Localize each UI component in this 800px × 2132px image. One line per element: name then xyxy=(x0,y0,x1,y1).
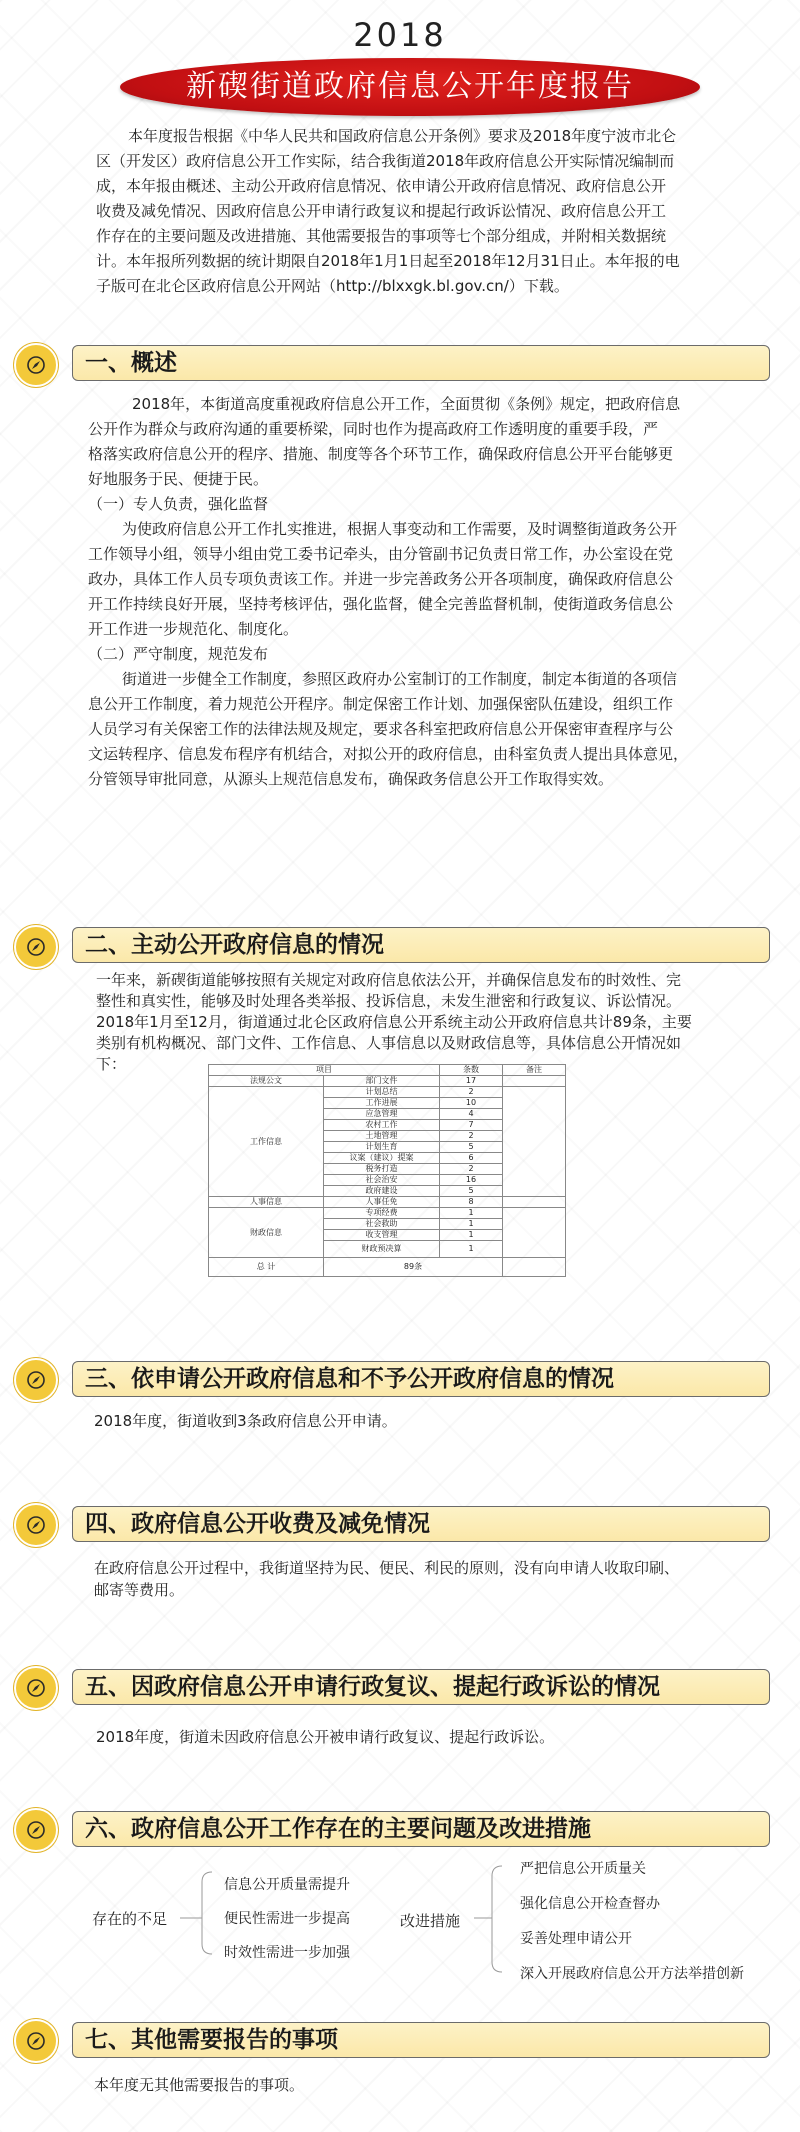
measure-item: 强化信息公开检查督办 xyxy=(520,1896,660,1912)
section-6-title: 六、政府信息公开工作存在的主要问题及改进措施 xyxy=(85,1816,591,1842)
section-2-header xyxy=(72,927,770,963)
section-5-title: 五、因政府信息公开申请行政复议、提起行政诉讼的情况 xyxy=(85,1674,660,1700)
table-row: 收支管理 1 xyxy=(209,1230,566,1241)
compass-icon xyxy=(26,2031,46,2051)
section-7-body: 本年度无其他需要报告的事项。 xyxy=(94,2076,305,2094)
section-6-badge xyxy=(14,1808,58,1852)
section-4-badge xyxy=(14,1503,58,1547)
report-title: 新碶街道政府信息公开年度报告 xyxy=(186,69,634,104)
table-header: 项目 xyxy=(209,1065,440,1076)
intro-paragraph: 本年度报告根据《中华人民共和国政府信息公开条例》要求及2018年度宁波市北仑 区（开发区）政府信息公开工作实际，结合我街道2018年政府信息公开实际情况编制而 成，本年报由概述、主动公开政府信息情况、依申请公开政府信息情况、政府信息公开 收费及减免情况、因政府信息公开申请行政复议和提起行政诉讼情况、政府信息公开工 作存在的主要问题及改进措施、其他需要报告的事项等七个部分组成，并附相关数据统 计。本年报所列数据的统计期限自2018年1月1日起至2018年12月31日止。本年报的电 子版可在北仑区政府信息公开网站（http://blxxgk.bl.gov.cn/）下载。 xyxy=(96,127,680,295)
compass-icon xyxy=(26,355,46,375)
table-header: 备注 xyxy=(503,1065,566,1076)
section-3-badge xyxy=(14,1358,58,1402)
table-header: 条数 xyxy=(440,1065,503,1076)
section-7-badge xyxy=(14,2019,58,2063)
section-4-title: 四、政府信息公开收费及减免情况 xyxy=(85,1511,430,1537)
table-row: 工作信息 计划总结 2 xyxy=(209,1087,566,1098)
table-header-row xyxy=(209,1065,566,1076)
measure-item: 深入开展政府信息公开方法举措创新 xyxy=(520,1966,744,1982)
table-row: 工作进展 10 xyxy=(209,1098,566,1109)
table-row: 法规公文 部门文件 17 xyxy=(209,1076,566,1087)
table-row: 人事信息 人事任免 8 xyxy=(209,1197,566,1208)
section-3-title: 三、依申请公开政府信息和不予公开政府信息的情况 xyxy=(85,1366,614,1392)
section-1-header xyxy=(72,345,770,381)
section-2-body: 一年来，新碶街道能够按照有关规定对政府信息依法公开，并确保信息发布的时效性、完 整性和真实性，能够及时处理各类举报、投诉信息，未发生泄密和行政复议、诉讼情况。 2018年1月至12月，街道通过北仑区政府信息公开系统主动公开政府信息共计89条，主要 类别有机构概况、部门文件、工作信息、人事信息以及财政信息等，具体信息公开情况如 下： xyxy=(96,971,692,1073)
table-row: 土地管理 2 xyxy=(209,1131,566,1142)
section-7-header xyxy=(72,2022,770,2058)
info-table xyxy=(208,1064,566,1277)
table-row: 社会治安 16 xyxy=(209,1175,566,1186)
problem-item: 信息公开质量需提升 xyxy=(224,1877,350,1893)
subheading-1: （一）专人负责，强化监督 xyxy=(88,495,269,513)
section-3-header xyxy=(72,1361,770,1397)
section-5-body: 2018年度，街道未因政府信息公开被申请行政复议、提起行政诉讼。 xyxy=(96,1728,555,1746)
problem-item: 时效性需进一步加强 xyxy=(224,1945,350,1961)
table-row: 政府建设 5 xyxy=(209,1186,566,1197)
table-row: 税务打造 2 xyxy=(209,1164,566,1175)
table-total-row: 总 计 89条 xyxy=(209,1258,566,1277)
section-2-title: 二、主动公开政府信息的情况 xyxy=(85,932,384,958)
compass-icon xyxy=(26,1820,46,1840)
section-6-header xyxy=(72,1811,770,1847)
table-row: 应急管理 4 xyxy=(209,1109,566,1120)
measure-item: 严把信息公开质量关 xyxy=(520,1861,646,1877)
section-1-body: 2018年，本街道高度重视政府信息公开工作，全面贯彻《条例》规定，把政府信息 公开作为群众与政府沟通的重要桥梁，同时也作为提高政府工作透明度的重要手段，严 格落实政府信息公开的程序、措施、制度等各个环节工作，确保政府信息公开平台能够更 好地服务于民、便捷于民。 （一）专人负责，强化监督 为使政府信息公开工作扎实推进，根据人事变动和工作需要，及时调整街道政务公开 工作领导小组，领导小组由党工委书记牵头，由分管副书记负责日常工作，办公室设在党 政办，具体工作人员专项负责该工作。并进一步完善政务公开各项制度，确保政府信息公 开工作持续良好开展，坚持考核评估，强化监督，健全完善监督机制，使街道政务信息公 开工作进一步规范化、制度化。 （二）严守制度，规范发布 街道进一步健全工作制度，参照区政府办公室制订的工作制度，制定本街道的各项信 息公开工作制度，着力规范公开程序。制定保密工作计划、加强保密队伍建设，组织工作 人员学习有关保密工作的法律法规及规定，要求各科室把政府信息公开保密审查程序与公 文运转程序、信息发布程序有机结合，对拟公开的政府信息，由科室负责人提出具体意见， 分管领导审批同意，从源头上规范信息发布，确保政务信息公开工作取得实效。 xyxy=(88,392,778,792)
section-2-badge xyxy=(14,925,58,969)
section-5-badge xyxy=(14,1666,58,1710)
problem-item: 便民性需进一步提高 xyxy=(224,1911,350,1927)
section-7-title: 七、其他需要报告的事项 xyxy=(85,2027,338,2053)
compass-icon xyxy=(26,937,46,957)
section-1-badge xyxy=(14,343,58,387)
section-5-header xyxy=(72,1669,770,1705)
subheading-2: （二）严守制度，规范发布 xyxy=(88,645,269,663)
measures-label: 改进措施 xyxy=(400,1912,461,1930)
section-4-body: 在政府信息公开过程中，我街道坚持为民、便民、利民的原则，没有向申请人收取印刷、 邮寄等费用。 xyxy=(94,1559,680,1599)
compass-icon xyxy=(26,1515,46,1535)
report-year: 2018 xyxy=(353,16,447,54)
problems-label: 存在的不足 xyxy=(92,1910,168,1928)
table-row: 社会救助 1 xyxy=(209,1219,566,1230)
section-1-title: 一、概述 xyxy=(85,350,177,376)
table-row: 农村工作 7 xyxy=(209,1120,566,1131)
table-row: 计划生育 5 xyxy=(209,1142,566,1153)
section-4-header xyxy=(72,1506,770,1542)
table-row: 财政信息 专项经费 1 xyxy=(209,1208,566,1219)
table-row: 财政预决算 1 xyxy=(209,1241,566,1258)
measure-item: 妥善处理申请公开 xyxy=(520,1931,632,1947)
compass-icon xyxy=(26,1678,46,1698)
table-row: 议案（建议）提案 6 xyxy=(209,1153,566,1164)
section-3-body: 2018年度，街道收到3条政府信息公开申请。 xyxy=(94,1412,397,1430)
title-banner xyxy=(120,58,700,116)
compass-icon xyxy=(26,1370,46,1390)
